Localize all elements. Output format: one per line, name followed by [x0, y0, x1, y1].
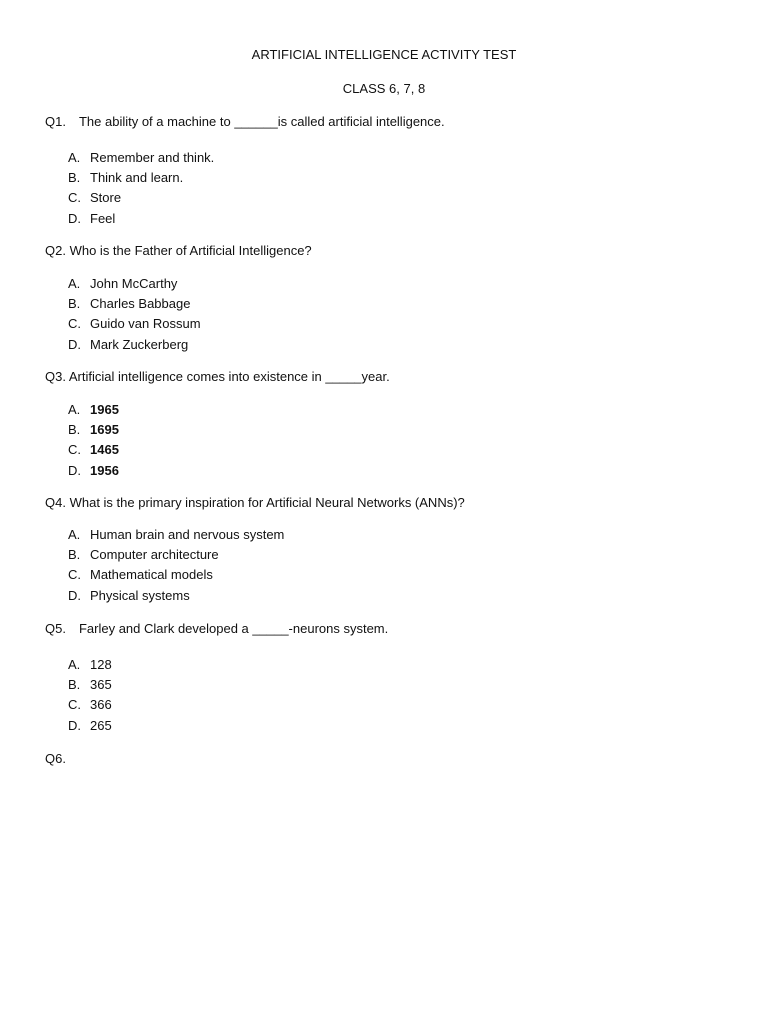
- option-c: [68, 565, 284, 585]
- option-letter: B.: [68, 170, 81, 186]
- question-number: Q1.: [45, 114, 66, 129]
- option-text: Remember and think.: [90, 150, 215, 165]
- question-4-options: [68, 525, 284, 606]
- option-letter: A.: [68, 276, 81, 291]
- option-text: 1465: [90, 442, 119, 458]
- option-text: Mathematical models: [90, 567, 213, 583]
- option-text: 1695: [90, 422, 119, 438]
- option-letter: B.: [68, 296, 81, 312]
- option-b: [68, 420, 119, 440]
- question-number: Q4.: [45, 495, 66, 510]
- option-letter: B.: [68, 547, 81, 563]
- option-letter: A.: [68, 402, 81, 417]
- question-1: [45, 114, 445, 129]
- option-letter: B.: [68, 677, 81, 693]
- option-d: [68, 461, 119, 481]
- option-text: Mark Zuckerberg: [90, 336, 189, 352]
- option-letter: C.: [68, 442, 81, 458]
- option-text: 1965: [90, 402, 119, 417]
- option-text: 128: [90, 657, 112, 672]
- option-letter: C.: [68, 316, 81, 332]
- option-c: [68, 188, 214, 208]
- question-text: Artificial intelligence comes into existence in _____year.: [68, 369, 390, 384]
- option-a: [68, 525, 284, 545]
- question-5-options: [68, 655, 112, 736]
- question-number: Q3.: [45, 369, 66, 384]
- option-text: John McCarthy: [90, 276, 178, 291]
- option-text: 365: [90, 677, 112, 693]
- option-c: [68, 440, 119, 460]
- option-text: Think and learn.: [90, 170, 184, 186]
- test-title: ARTIFICIAL INTELLIGENCE ACTIVITY TEST: [251, 47, 517, 62]
- question-text: Who is the Father of Artificial Intelligence?: [69, 243, 312, 258]
- option-text: Computer architecture: [90, 547, 219, 563]
- option-text: Charles Babbage: [90, 296, 191, 312]
- question-text: The ability of a machine to ______is called artificial intelligence.: [78, 114, 445, 129]
- option-letter: A.: [68, 150, 81, 165]
- option-text: Physical systems: [90, 587, 190, 603]
- question-2: [45, 243, 312, 258]
- option-text: Guido van Rossum: [90, 316, 201, 332]
- option-text: Store: [90, 190, 122, 206]
- option-d: [68, 716, 112, 736]
- option-b: [68, 545, 284, 565]
- option-text: Human brain and nervous system: [90, 527, 285, 542]
- option-text: 366: [90, 697, 112, 713]
- option-a: [68, 655, 112, 675]
- option-d: [68, 335, 201, 355]
- question-text: Farley and Clark developed a _____-neurons system.: [78, 621, 389, 636]
- option-a: [68, 274, 201, 294]
- option-b: [68, 675, 112, 695]
- option-d: [68, 209, 214, 229]
- question-3-options: [68, 400, 119, 481]
- question-3: [45, 369, 390, 384]
- question-4: [45, 495, 465, 510]
- option-letter: C.: [68, 567, 81, 583]
- option-a: [68, 148, 214, 168]
- question-1-options: [68, 148, 214, 229]
- option-text: 265: [90, 717, 112, 733]
- question-text: What is the primary inspiration for Artificial Neural Networks (ANNs)?: [69, 495, 465, 510]
- option-b: [68, 168, 214, 188]
- question-6: [45, 751, 66, 766]
- option-letter: C.: [68, 190, 81, 206]
- option-c: [68, 314, 201, 334]
- option-letter: A.: [68, 527, 81, 542]
- question-number: Q6.: [45, 751, 66, 766]
- option-text: Feel: [90, 210, 116, 226]
- question-number: Q2.: [45, 243, 66, 258]
- option-letter: D.: [68, 462, 81, 478]
- option-letter: D.: [68, 336, 81, 352]
- option-letter: D.: [68, 210, 81, 226]
- class-subtitle: CLASS 6, 7, 8: [342, 81, 426, 96]
- option-b: [68, 294, 201, 314]
- option-letter: A.: [68, 657, 81, 672]
- option-letter: D.: [68, 587, 81, 603]
- option-letter: C.: [68, 697, 81, 713]
- question-number: Q5.: [45, 621, 66, 636]
- question-2-options: [68, 274, 201, 355]
- option-a: [68, 400, 119, 420]
- option-letter: D.: [68, 717, 81, 733]
- option-d: [68, 586, 284, 606]
- option-letter: B.: [68, 422, 81, 438]
- option-text: 1956: [90, 462, 119, 478]
- question-5: [45, 621, 388, 636]
- option-c: [68, 695, 112, 715]
